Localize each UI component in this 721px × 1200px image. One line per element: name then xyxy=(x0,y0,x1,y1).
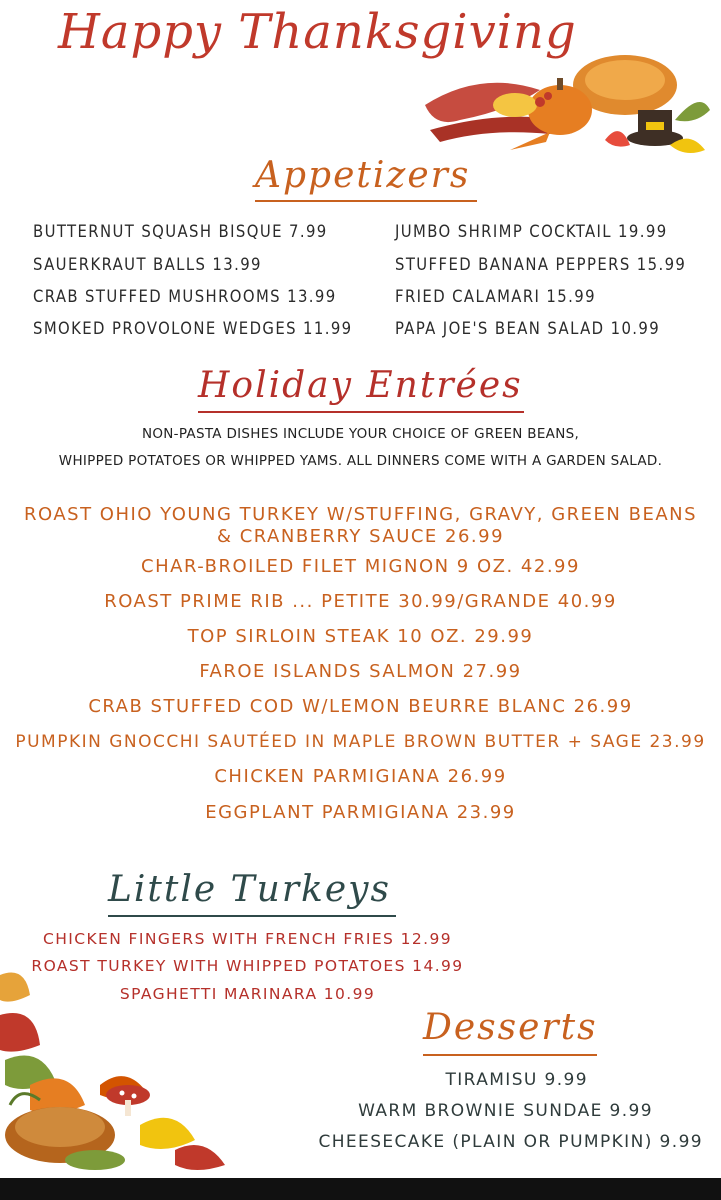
entree-sirloin: TOP SIRLOIN STEAK 10 OZ. 29.99 xyxy=(187,626,534,647)
dessert-item-1: TIRAMISU 9.99 xyxy=(445,1070,588,1090)
entree-filet: CHAR-BROILED FILET MIGNON 9 OZ. 42.99 xyxy=(141,556,580,577)
appetizer-left-4: SMOKED PROVOLONE WEDGES 11.99 xyxy=(33,319,353,338)
entree-salmon: FAROE ISLANDS SALMON 27.99 xyxy=(199,661,522,682)
entrees-heading: Holiday Entrées xyxy=(198,365,523,406)
entree-eggplant-parm: EGGPLANT PARMIGIANA 23.99 xyxy=(205,802,516,823)
entree-crab-cod: CRAB STUFFED COD W/LEMON BEURRE BLANC 26.99 xyxy=(88,696,633,717)
kids-item-1: CHICKEN FINGERS WITH FRENCH FRIES 12.99 xyxy=(43,930,452,948)
appetizer-left-3: CRAB STUFFED MUSHROOMS 13.99 xyxy=(33,287,337,306)
dessert-item-3: CHEESECAKE (PLAIN OR PUMPKIN) 9.99 xyxy=(318,1132,703,1152)
appetizers-underline xyxy=(255,200,477,202)
entree-chicken-parm: CHICKEN PARMIGIANA 26.99 xyxy=(214,766,507,787)
page-title: Happy Thanksgiving xyxy=(58,4,577,60)
entree-gnocchi: PUMPKIN GNOCCHI SAUTÉED IN MAPLE BROWN BUTTER + SAGE 23.99 xyxy=(15,732,706,752)
entree-turkey-line1: ROAST OHIO YOUNG TURKEY W/STUFFING, GRAVY, GREEN BEANS xyxy=(23,504,698,525)
kids-item-3: SPAGHETTI MARINARA 10.99 xyxy=(119,985,376,1003)
harvest-illustration xyxy=(420,50,720,165)
bottom-bar xyxy=(0,1178,721,1200)
entree-turkey-line2: & CRANBERRY SAUCE 26.99 xyxy=(216,526,505,547)
kids-underline xyxy=(108,915,396,917)
appetizer-left-1: BUTTERNUT SQUASH BISQUE 7.99 xyxy=(33,222,328,241)
appetizer-left-2: SAUERKRAUT BALLS 13.99 xyxy=(33,255,262,274)
kids-heading: Little Turkeys xyxy=(108,869,391,910)
dessert-item-2: WARM BROWNIE SUNDAE 9.99 xyxy=(358,1101,653,1121)
appetizers-heading: Appetizers xyxy=(255,155,471,196)
entrees-underline xyxy=(198,411,524,413)
appetizer-right-1: JUMBO SHRIMP COCKTAIL 19.99 xyxy=(395,222,668,241)
autumn-illustration xyxy=(0,965,240,1178)
entrees-note-line1: NON-PASTA DISHES INCLUDE YOUR CHOICE OF GREEN BEANS, xyxy=(141,426,580,442)
entrees-note-line2: WHIPPED POTATOES OR WHIPPED YAMS. ALL DINNERS COME WITH A GARDEN SALAD. xyxy=(58,453,663,469)
appetizer-right-3: FRIED CALAMARI 15.99 xyxy=(395,287,596,306)
appetizer-right-2: STUFFED BANANA PEPPERS 15.99 xyxy=(395,255,687,274)
entree-prime-rib: ROAST PRIME RIB ... PETITE 30.99/GRANDE 40.99 xyxy=(104,591,617,612)
desserts-heading: Desserts xyxy=(423,1007,598,1048)
appetizer-right-4: PAPA JOE'S BEAN SALAD 10.99 xyxy=(395,319,661,338)
desserts-underline xyxy=(423,1054,597,1056)
kids-item-2: ROAST TURKEY WITH WHIPPED POTATOES 14.99 xyxy=(31,957,464,975)
